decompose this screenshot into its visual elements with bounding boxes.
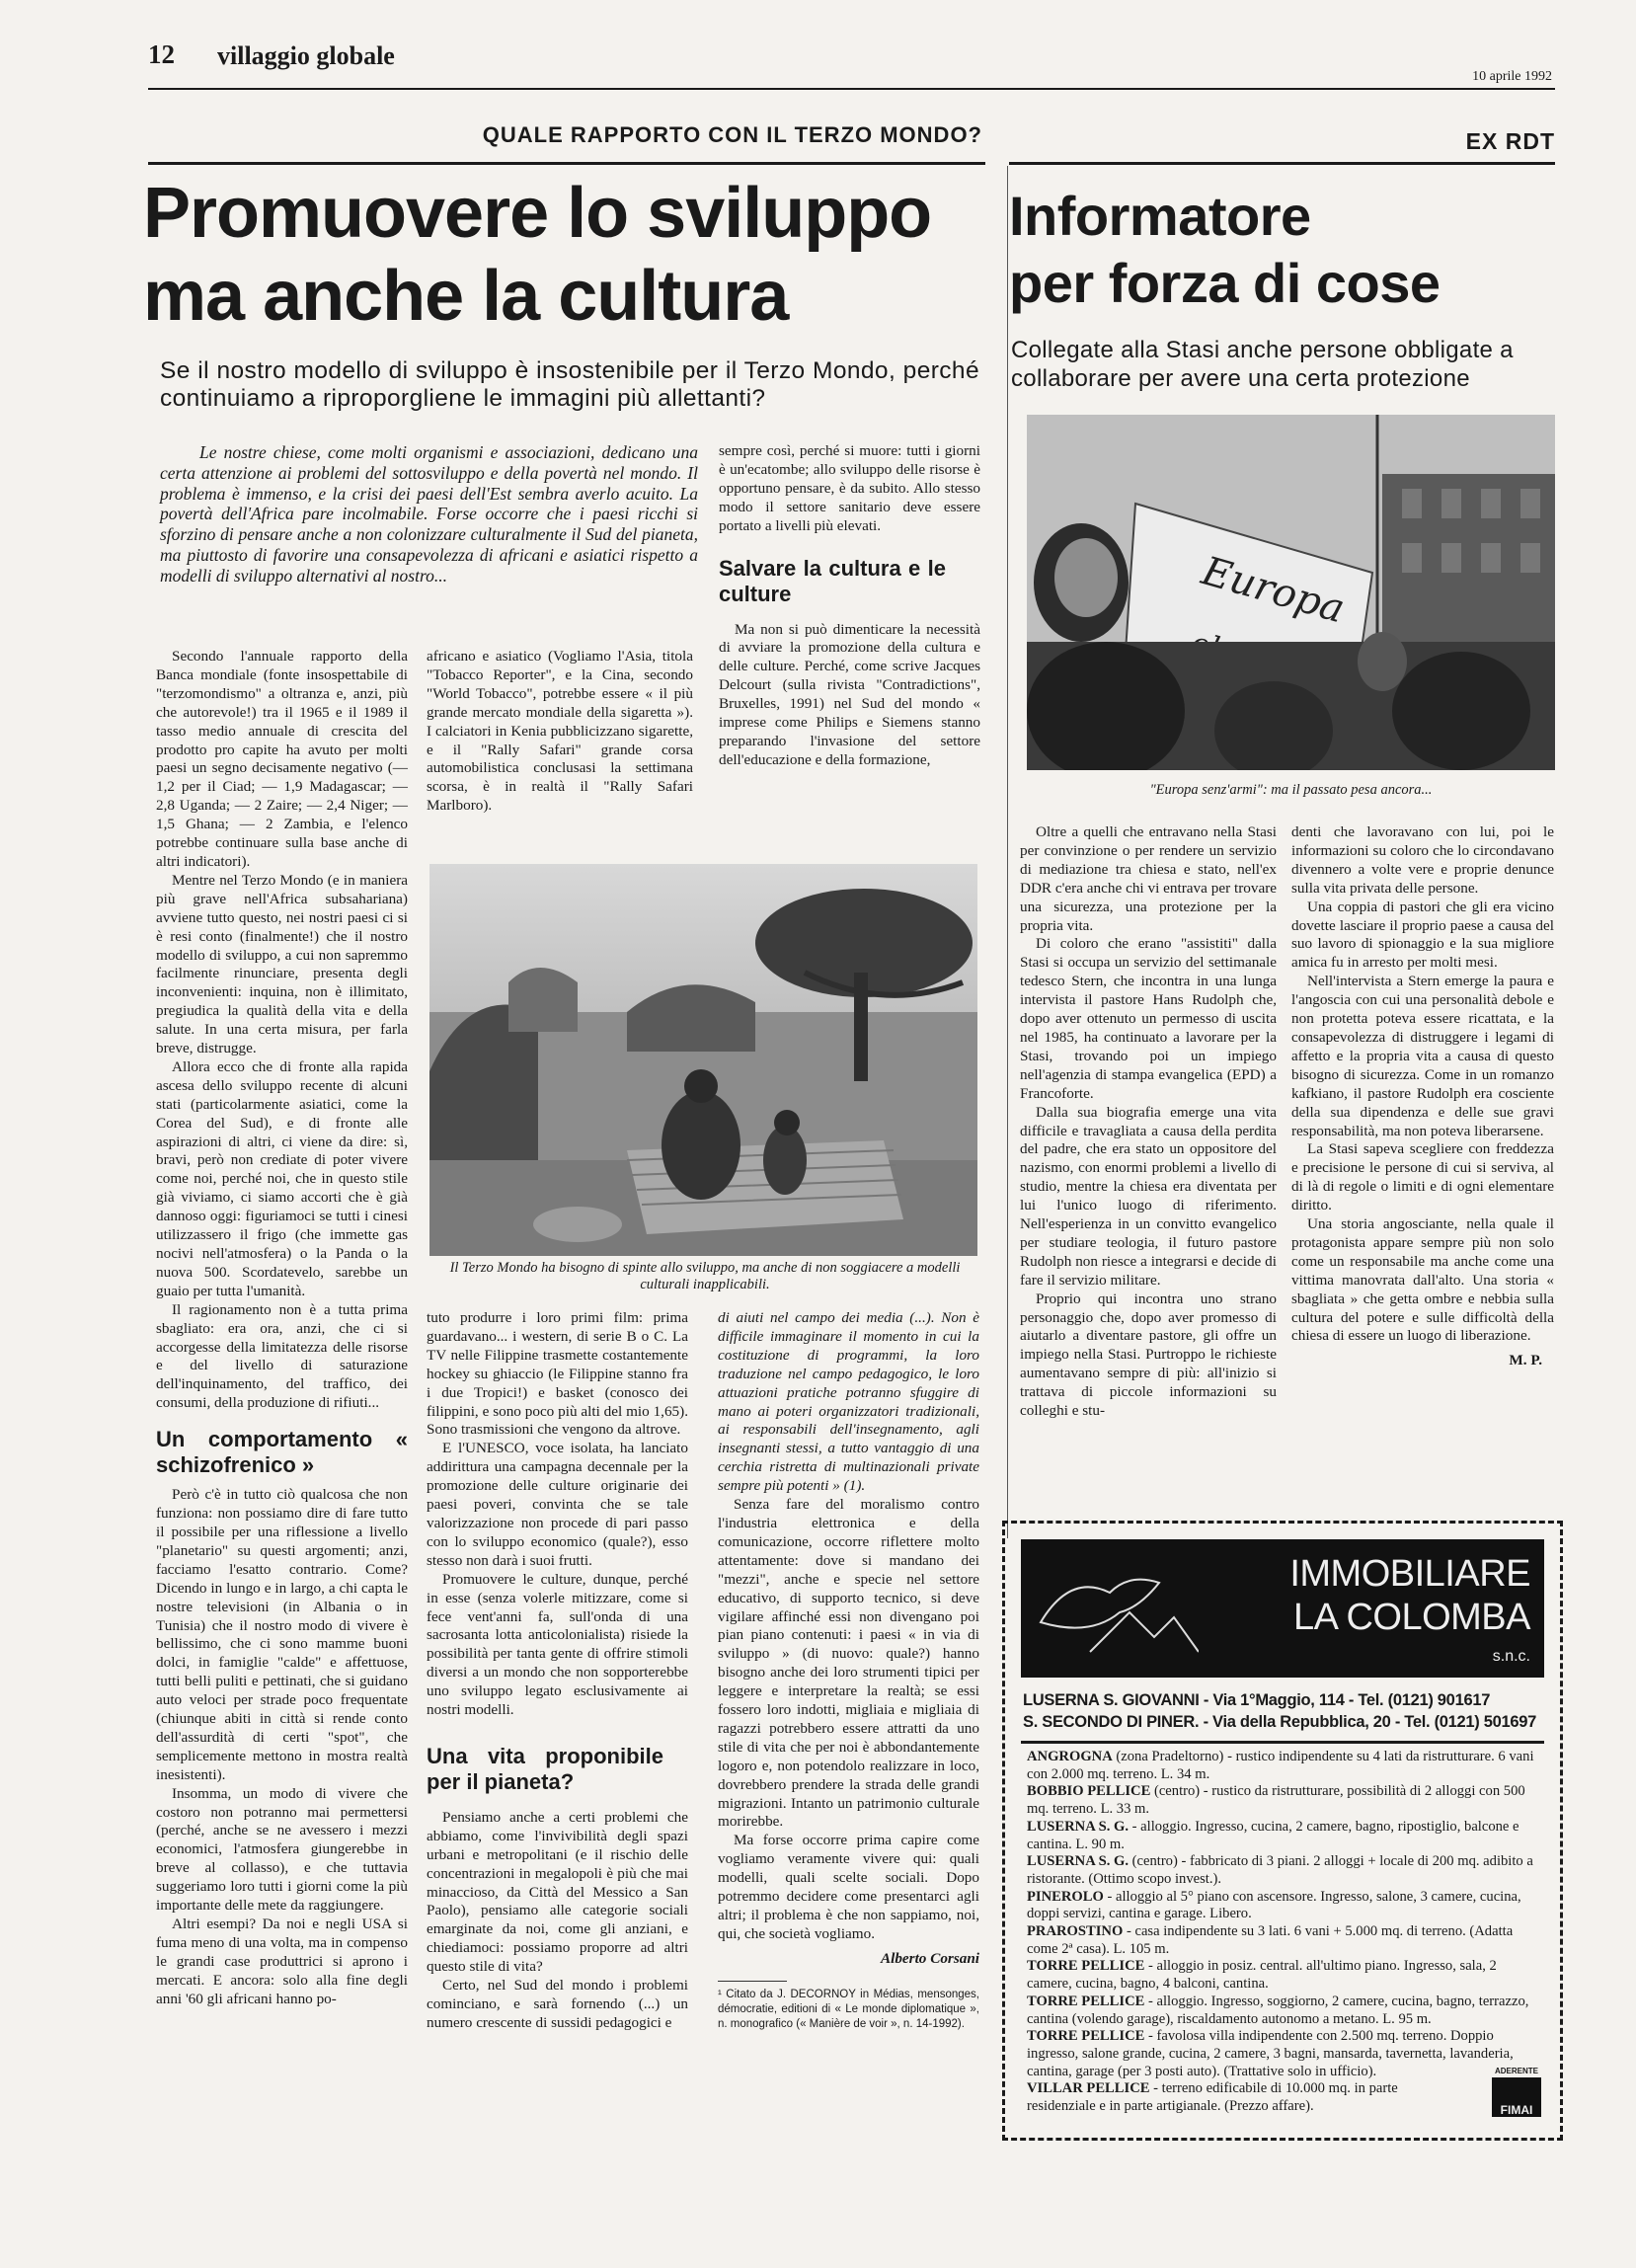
- paragraph: Proprio qui incontra uno strano personaggio che, dopo aver promesso di aiutarlo a diventare pastore, gli offre un impiego nella Stasi. Purtroppo le richieste aumentavano sempre di più: all'inizio si trattava di piccole informazioni su colleghi e stu-: [1020, 1290, 1277, 1420]
- subhead-schizofrenico: Un comportamento « schizofrenico »: [156, 1427, 408, 1478]
- fimai-text: FIMAI: [1492, 2103, 1541, 2117]
- left-deck: Se il nostro modello di sviluppo è insostenibile per il Terzo Mondo, perché continuiamo a riproporgliene le immagini più allettanti?: [160, 357, 979, 412]
- paragraph: E l'UNESCO, voce isolata, ha lanciato addirittura una campagna decennale per la promozione delle culture originarie dei paesi poveri, convinta che se tale valorizzazione non procede di pari passo con lo sviluppo economico (quale?), esso stesso non darà i suoi frutti.: [427, 1440, 688, 1569]
- left-col3-bottom: [718, 1309, 979, 2032]
- listing-text: (zona Pradeltorno) - rustico indipendente su 4 lati da ristrutturare. 6 vani con 2.000 mq. terreno. L. 34 m.: [1027, 1749, 1534, 1782]
- paragraph: Insomma, un modo di vivere che costoro non potranno mai permettersi (perché, anche se ne avessero i mezzi economici, l'atmosfera giungerebbe in breve al collasso), e che tuttavia suggeriamo loro tutti i giorni come la più importante delle mete da raggiungere.: [156, 1784, 408, 1915]
- paragraph: Dalla sua biografia emerge una vita difficile e travagliata a causa della perdita del padre, che era stato un oppositore del nazismo, con enormi problemi a livello di studio, mentre la chiesa era diventata per lui l'unico luogo di riferimento. Nell'esperienza in un convitto evangelico per studiare teologia, il futuro pastore Rudolph non riesce a integrarsi e decide di fare il servizio militare.: [1020, 1103, 1277, 1289]
- real-estate-ad: [1002, 1521, 1563, 2141]
- right-deck: Collegate alla Stasi anche persone obbligate a collaborare per avere una certa protezione: [1011, 337, 1514, 392]
- listing: [1027, 1889, 1545, 1923]
- listing-place: LUSERNA S. G.: [1027, 1818, 1129, 1835]
- paragraph: sempre così, perché si muore: tutti i giorni è un'ecatombe; allo sviluppo delle risorse è opportuno pensare, è da subito. Allo stesso modo il settore sanitario deve essere portato a livelli più elevati.: [719, 442, 980, 534]
- paragraph: Una coppia di pastori che gli era vicino dovette lasciare il proprio paese a causa del suo lavoro di spionaggio e la sua migliore amica fu in arresto per molti mesi.: [1291, 898, 1554, 972]
- ad-brand-line1: IMMOBILIARE: [1289, 1553, 1530, 1595]
- listing-place: VILLAR PELLICE: [1027, 2080, 1150, 2097]
- listing-text: (centro) - rustico da ristrutturare, possibilità di 2 alloggi con 500 mq. terreno. L. 33 m.: [1027, 1783, 1525, 1818]
- protest-photo-caption: "Europa senz'armi": ma il passato pesa ancora...: [1149, 782, 1433, 798]
- publication-title: villaggio globale: [217, 41, 395, 70]
- masthead-rule: [148, 88, 1555, 90]
- left-col3-top: [719, 442, 980, 770]
- paragraph: Altri esempi? Da noi e negli USA si fuma meno di una volta, ma in compenso le grandi case produttrici si aprono i mercati. E ancora: solo alla fine degli anni '60 gli africani hanno po-: [156, 1916, 408, 2007]
- paragraph: La Stasi sapeva scegliere con freddezza e precisione le persone di cui si serviva, al di là di regole o limiti e di ogni elementare diritto.: [1291, 1140, 1554, 1214]
- ad-divider: [1021, 1741, 1544, 1744]
- listing: [1027, 1853, 1545, 1888]
- byline: Alberto Corsani: [880, 1949, 979, 1967]
- dove-mountain-icon: [1031, 1553, 1199, 1662]
- right-headline-line2: per forza di cose: [1009, 252, 1441, 314]
- banner-text-europa: Europa: [1197, 548, 1350, 633]
- footnote: ¹ Citato da J. DECORNOY in Médias, mensonges, démocratie, editioni di « Le monde diplomatique », n. monografico (« Manière de voir », n. 14-1992).: [718, 1988, 979, 2030]
- paragraph: Mentre nel Terzo Mondo (e in maniera più grave nell'Africa subsahariana) avviene tutto questo, nei nostri paesi ci si è resi conto (finalmente!) che il nostro modello di sviluppo, a cui non sapremmo facilmente rinunciare, presenta degli inconvenienti: inquina, non è illimitato, pregiudica la qualità della vita e della salute. In una certa misura, per farla breve, distrugge.: [156, 871, 408, 1057]
- masthead: [148, 39, 1550, 89]
- paragraph: africano e asiatico (Vogliamo l'Asia, titola "Tobacco Reporter", e la Cina, secondo "World Tobacco", potrebbe essere « il più grande mercato mondiale della sigaretta »). I calciatori in Kenia pubblicizzano sigarette, e il "Rally Safari" grande corsa automobilistica conclusasi la settimana scorsa, è in realtà il "Rally Safari Marlboro).: [427, 648, 693, 815]
- kicker-rule-left: [148, 162, 985, 165]
- left-kicker: QUALE RAPPORTO CON IL TERZO MONDO?: [482, 122, 982, 147]
- paragraph: Promuovere le culture, dunque, perché in esse (senza volerle mitizzare, come si fece vent'anni fa, sull'onda di una sacrosanta lotta anticolonialista) risiede la possibilità per tanta gente di offrire stimoli diversi a un mondo che non sopporterebbe uno sviluppo legato esclusivamente ai nostri modelli.: [427, 1570, 688, 1719]
- issue-date: 10 aprile 1992: [1472, 69, 1552, 84]
- listing-place: LUSERNA S. G.: [1027, 1853, 1129, 1870]
- listing-place: ANGROGNA: [1027, 1749, 1113, 1764]
- listing-place: PRAROSTINO: [1027, 1923, 1124, 1940]
- third-world-photo-caption: Il Terzo Mondo ha bisogno di spinte allo sviluppo, ma anche di non soggiacere a modelli culturali inapplicabili.: [449, 1260, 961, 1292]
- ad-brand-suffix: s.n.c.: [1492, 1648, 1530, 1665]
- paragraph: Ma forse occorre prima capire come vogliamo veramente vivere qui: quali modelli, quali scelte sociali. Dopo potremmo decidere come presentarci agli altri; il problema è che non sappiamo, noi, qui, che società vogliamo.: [718, 1832, 979, 1942]
- paragraph: Di coloro che erano "assistiti" dalla Stasi si occupa un servizio del settimanale tedesco Stern, che incontra in una lunga intervista il pastore Hans Rudolph che, dopo aver ottenuto un permesso di uscita nel 1985, ha continuato a lavorare per la Stasi, trovando poi un impiego nell'agenzia di stampa evangelica (EPD) a Francoforte.: [1020, 935, 1277, 1102]
- paragraph: tuto produrre i loro primi film: prima guardavano... i western, di serie B o C. La TV nelle Filippine trasmette costantemente hockey su ghiaccio (le Filippine stanno fra i due Tropici!) e basket (conosco dei filippini, e sono poco più alti del mio 1,65). Sono trasmissioni che vengono da altrove.: [427, 1309, 688, 1439]
- listing: [1027, 1994, 1545, 2028]
- paragraph: Certo, nel Sud del mondo i problemi cominciano, e sarà fornendo (...) un numero crescente di sussidi pedagogici e: [427, 1977, 688, 2031]
- fimai-emblem-icon: [1492, 2077, 1541, 2103]
- column-divider-main: [1007, 166, 1008, 1538]
- paragraph: Il ragionamento non è a tutta prima sbagliato: era ora, anzi, che ci si accorgesse della limitatezza delle risorse e del livello di saturazione dell'inquinamento, del traffico, dei consumi, della produzione di rifiuti...: [156, 1300, 408, 1412]
- ad-header-panel: [1021, 1539, 1544, 1678]
- listing-text: - alloggio al 5° piano con ascensore. Ingresso, salone, 3 camere, cucina, doppi servizi, cantina e garage. Libero.: [1027, 1888, 1521, 1922]
- paragraph: denti che lavoravano con lui, poi le informazioni su coloro che lo circondavano divennero a volte vere e proprie denunce sulla vita privata delle persone.: [1291, 823, 1554, 897]
- kicker-rule-right: [1009, 162, 1555, 165]
- paragraph: di aiuti nel campo dei media (...). Non è difficile immaginare il momento in cui la costituzione di programmi, la loro traduzione nel campo pedagogico, le loro attuazioni pratiche potranno sfuggire di mano ai poteri organizzatori tradizionali, ai responsabili dell'insegnamento, agli insegnanti stessi, a tutto vantaggio di una cerchia ristretta di multinazionali private sempre più potenti » (1).: [718, 1309, 979, 1495]
- right-colA: [1020, 823, 1277, 1421]
- left-col2-bottom: [427, 1309, 688, 2033]
- listing: [1027, 1819, 1545, 1853]
- listing-text: - terreno edificabile di 10.000 mq. in parte residenziale e in parte artigianale. (Prezzo affare).: [1027, 2080, 1398, 2115]
- protest-photo: [1027, 415, 1555, 770]
- third-world-photo: [429, 864, 977, 1256]
- ad-address1: LUSERNA S. GIOVANNI - Via 1°Maggio, 114 - Tel. (0121) 901617: [1023, 1691, 1491, 1709]
- listing-place: BOBBIO PELLICE: [1027, 1783, 1151, 1800]
- ad-listings: [1027, 1749, 1545, 2116]
- left-headline-line1: Promuovere lo sviluppo: [143, 174, 932, 253]
- left-col1: [156, 648, 408, 2009]
- paragraph: Secondo l'annuale rapporto della Banca mondiale (fonte insospettabile di "terzomondismo" a oltranza e, anzi, più che autorevole!) tra il 1965 e il 1989 il tasso medio annuale di crescita del prodotto pro capite ha avuto per molti paesi un segno decisamente negativo (— 1,2 per il Ciad; — 1,9 Madagascar; — 2,8 Uganda; — 2 Zaire; — 2,4 Niger; — 1,5 Ghana; — 2 Zambia, e l'elenco potrebbe continuare sulla base anche di altri indicatori).: [156, 648, 408, 870]
- listing-text: - alloggio in posiz. central. all'ultimo piano. Ingresso, sala, 2 camere, cucina, bagno, 4 balconi, cantina.: [1027, 1958, 1497, 1993]
- ad-brand-line2: LA COLOMBA: [1293, 1597, 1530, 1638]
- signature: M. P.: [1509, 1352, 1542, 1369]
- page-number: 12: [148, 39, 175, 69]
- right-kicker: EX RDT: [1465, 128, 1555, 154]
- listing-text: - alloggio. Ingresso, soggiorno, 2 camere, cucina, bagno, terrazzo, cantina (volendo garage), riscaldamento autonomo a metano. L. 95 m.: [1027, 1993, 1529, 2027]
- subhead-vita-proponibile: Una vita proponibile per il pianeta?: [427, 1743, 663, 1794]
- left-intro: Le nostre chiese, come molti organismi e associazioni, dedicano una certa attenzione ai problemi del sottosviluppo e della povertà nel mondo. Il problema è immenso, e la crisi dei paesi dell'Est sembra averlo acuito. La povertà dell'Africa pare incolmabile. Forse occorre che i paesi ricchi si sforzino di pensare anche a non colonizzare culturalmente il Sud del pianeta, ma piuttosto di favorire una consapevolezza di africani e asiatici rispetto a modelli di sviluppo alternativi al nostro...: [160, 442, 698, 586]
- listing: [1027, 2028, 1545, 2080]
- paragraph: Una storia angosciante, nella quale il protagonista appare sempre più non solo come un responsabile ma anche come una vittima manovrata dall'alto. Una storia « sbagliata » che getta ombre e nebbia sulla cultura del potere e sulle difficoltà della chiesa di essere un luogo di liberazione.: [1291, 1215, 1554, 1345]
- listing: [1027, 1783, 1545, 1818]
- listing-text: - casa indipendente su 3 lati. 6 vani + 5.000 mq. di terreno. (Adatta come 2ª casa). L. 105 m.: [1027, 1923, 1514, 1957]
- listing-place: TORRE PELLICE: [1027, 2028, 1145, 2045]
- listing-text: - alloggio. Ingresso, cucina, 2 camere, bagno, ripostiglio, balcone e cantina. L. 90 m.: [1027, 1818, 1519, 1852]
- listing: [1027, 2080, 1545, 2115]
- left-headline-line2: ma anche la cultura: [143, 257, 789, 336]
- paragraph: Pensiamo anche a certi problemi che abbiamo, come l'invivibilità degli spazi urbani e metropolitani (e il rischio delle concentrazioni in megalopoli è più che mai minaccioso, da Città del Messico a San Paolo), pensiamo alle categorie sociali emarginate da noi, come gli anziani, e chiediamoci: possiamo proporre ad altri questo stile di vita?: [427, 1808, 688, 1976]
- paragraph: Senza fare del moralismo contro l'industria elettronica e della comunicazione, occorre riflettere molto attentamente: dove si mandano dei "mezzi", anche e specie nel settore educativo, di supporto tecnico, si deve vigilare affinché essi non divengano poi pian piano contenuti: i paesi « in via di sviluppo » (di nuovo: quale?) hanno bisogno anche dei loro strumenti tipici per leggere e interpretare la realtà; se essi fossero loro indotti, migliaia e migliaia di ragazzi potrebbero essere attratti da uno stile di vita che per noi è abbondantemente logoro e, non potendolo realizzare in loco, dovrebbero prendere la strada delle grandi migrazioni. Intanto un patrimonio culturale morirebbe.: [718, 1496, 979, 1831]
- paragraph: Allora ecco che di fronte alla rapida ascesa dello sviluppo recente di alcuni stati (particolarmente asiatici, come la Corea del Sud), e di fronte alle aspirazioni di altri, ci viene da dire: sì, bravi, però non crediate di poter vivere come noi, perché noi, che in questo stile già viviamo, ci siamo accorti che è già dannoso oggi: figuriamoci se tutti i cinesi utilizzassero il frigo (che immette gas nocivi nell'atmosfera) o la Panda o la nuova 500. Scordatevelo, sarebbe un guaio per tutta l'umanità.: [156, 1057, 408, 1299]
- left-col2-top: [427, 648, 693, 816]
- fimai-label: ADERENTE: [1494, 2067, 1538, 2075]
- paragraph: Però c'è in tutto ciò qualcosa che non funziona: non possiamo dire di fare tutto il possibile per una riflessione a livello "planetario" su questi argomenti; anzi, facciamo l'esatto contrario. Come? Dicendo in lungo e in largo, a chi capta le nostre televisioni (in Albania o in Tunisia) che il nostro modo di vivere è bellissimo, che ci sono mamme buoni dolci, in famiglie "calde" e affettuose, tutti belli puliti e pettinati, che si guidano auto veloci per strade poco frequentate (chiunque abiti in città si rende conto dell'assurdità di certi "spot", che semplicemente mettono in mostra realtà inesistenti).: [156, 1486, 408, 1783]
- listing-text: (centro) - fabbricato di 3 piani. 2 alloggi + locale di 200 mq. adibito a ristorante. (Ottimo scopo invest.).: [1027, 1853, 1533, 1887]
- right-colB: [1291, 823, 1554, 1370]
- listing-place: PINEROLO: [1027, 1888, 1104, 1905]
- paragraph: Oltre a quelli che entravano nella Stasi per convinzione o per rendere un servizio di mediazione tra chiesa e stato, nell'ex DDR c'era anche chi vi entrava per trovare una sicurezza, una protezione per la propria vita.: [1020, 823, 1277, 934]
- ad-address2: S. SECONDO DI PINER. - Via della Repubblica, 20 - Tel. (0121) 501697: [1023, 1713, 1537, 1731]
- listing: [1027, 1958, 1545, 1993]
- right-headline-line1: Informatore: [1009, 185, 1311, 247]
- listing-place: TORRE PELLICE: [1027, 1958, 1145, 1975]
- paragraph: Ma non si può dimenticare la necessità di avviare la promozione della cultura e delle culture. Perché, come scrive Jacques Delcourt (sulla rivista "Contradictions", Bruxelles, 1991) nel Sud del mondo « imprese come Philips e Siemens stanno preparando l'invasione del settore dell'educazione e della formazione,: [719, 620, 980, 768]
- subhead-salvare-cultura: Salvare la cultura e le culture: [719, 555, 946, 606]
- listing: [1027, 1749, 1545, 1783]
- listing: [1027, 1923, 1545, 1958]
- paragraph: Nell'intervista a Stern emerge la paura e l'angoscia con cui una personalità debole e non protetta poteva essere ricattata, e la consapevolezza di distruggere i legami di affetto e la propria vita a causa di questo bisogno di sicurezza. Come in un romanzo kafkiano, il pastore Rudolph era cosciente della sua dipendenza e delle sue gravi responsabilità, ma non poteva liberarsene.: [1291, 973, 1554, 1139]
- fimai-logo: [1487, 2067, 1546, 2122]
- footnote-rule: [718, 1981, 787, 1982]
- listing-text: - favolosa villa indipendente con 2.500 mq. terreno. Doppio ingresso, salone grande, cucina, 2 camere, 3 bagni, mansarda, tavernetta, lavanderia, cantina, garage (per 3 posti auto). (Trattative solo in ufficio).: [1027, 2028, 1514, 2079]
- listing-place: TORRE PELLICE: [1027, 1993, 1145, 2009]
